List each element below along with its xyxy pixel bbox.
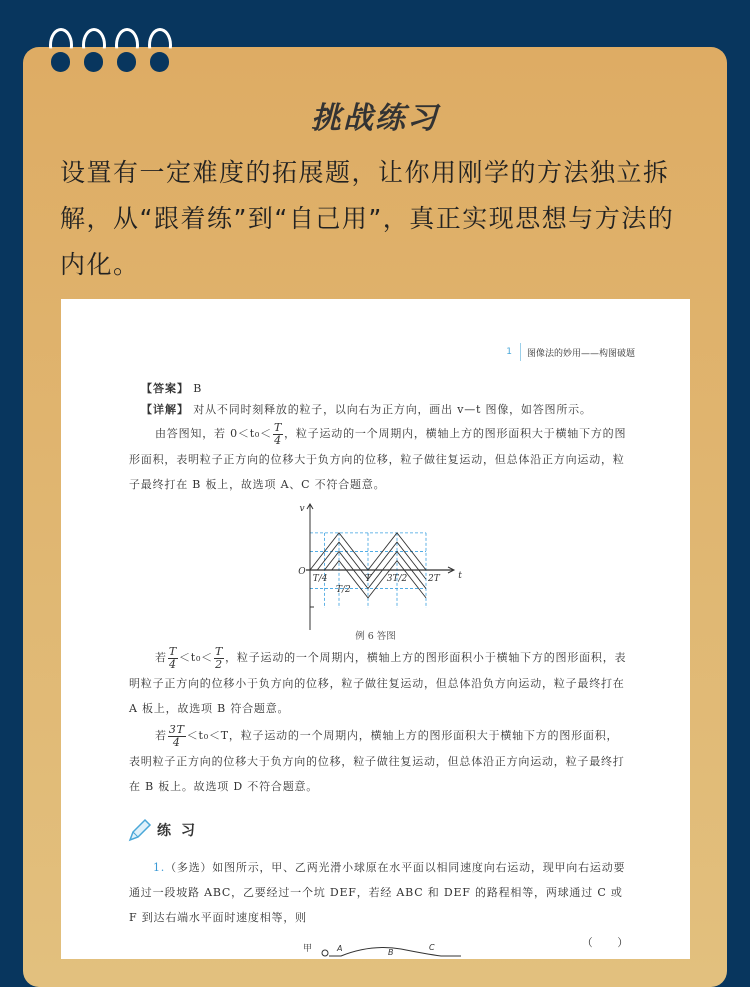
ring-icon [148, 28, 172, 70]
fraction: $\frac{T}{2}$ [214, 644, 224, 671]
document-page [61, 299, 690, 959]
point-label: B [388, 948, 394, 957]
point-label: A [337, 944, 343, 953]
intro-text: 设置有一定难度的拓展题，让你用刚学的方法独立拆解，从“跟着练”到“自己用”，真正实现思想与方法的内化。 [60, 158, 675, 279]
pencil-icon [127, 817, 153, 843]
fraction: $\frac{3T}{4}$ [168, 722, 185, 749]
section-title: 挑战练习 [311, 101, 439, 136]
detail-line [141, 397, 629, 422]
velocity-line [317, 542, 426, 579]
v-axis-label: v [299, 504, 305, 514]
exercise-heading-label: 练习 [157, 823, 205, 839]
running-head [506, 343, 635, 361]
origin-label: O [298, 567, 306, 577]
divider [520, 343, 521, 361]
page-number: 1 [506, 347, 512, 357]
vt-graph [281, 501, 481, 631]
exercise-heading [127, 817, 205, 843]
tick-label: T [364, 574, 372, 584]
tick-label: 3T/2 [386, 574, 408, 584]
fraction: $\frac{T}{4}$ [168, 644, 177, 671]
paragraph-2: 若 $\frac{T}{4}$ ＜t₀＜ $\frac{T}{2}$ ，粒子运动的一个周期内，横轴上方的图形面积小于横轴下方的图形面积，表明粒子正方向的位移小于负方向的位移，粒子做往复运动，但总体沿负方向运动，粒子最终打在 A 板上，故选项 B 符合题意。 [129, 644, 627, 715]
answer-value: B [193, 382, 203, 395]
slope-figure [301, 939, 461, 959]
answer-label: 【答案】 [141, 382, 189, 395]
detail-label: 【详解】 [141, 403, 189, 416]
paragraph-1: 由答图知，若 0＜t₀＜ $\frac{T}{4}$ ，粒子运动的一个周期内，横轴上方的图形面积大于横轴下方的图形面积，表明粒子正方向的位移大于负方向的位移，粒子做往复运动，但总体沿正方向运动，粒子最终打在 B 板上，故选项 A、C 不符合题意。 [129, 420, 627, 491]
ball-label: 甲 [303, 944, 313, 954]
t-axis-label: t [458, 571, 462, 581]
ring-icon [49, 28, 73, 70]
paragraph-3: 若 $\frac{3T}{4}$ ＜t₀＜T，粒子运动的一个周期内，横轴上方的图形面积大于横轴下方的图形面积，表明粒子正方向的位移大于负方向的位移，粒子做往复运动，但总体沿正方向运动，粒子最终打在 B 板上。故选项 D 不符合题意。 [129, 722, 625, 793]
tick-label: T/4 [312, 574, 328, 584]
answer-blank: （ ） [581, 936, 629, 949]
question-text: （多选）如图所示，甲、乙两光滑小球原在水平面以相同速度向右运动，现甲向右运动要通过一段坡路 ABC，乙要经过一个坑 DEF，若经 ABC 和 DEF 的路程相等，两球通过 C 或 F 到达右端水平面时速度相等，则 [129, 861, 626, 924]
running-head-title: 图像法的妙用——构图破题 [526, 348, 635, 359]
ball [322, 950, 328, 956]
point-label: C [429, 943, 435, 952]
ring-icon [115, 28, 139, 70]
tick-label: 2T [428, 574, 440, 584]
ring-icon [82, 28, 106, 70]
figure-caption: 例 6 答图 [355, 631, 396, 642]
question-number: 1. [153, 861, 166, 874]
tick-label: T/2 [336, 585, 351, 595]
fraction: $\frac{T}{4}$ [273, 420, 283, 447]
detail-text: 对从不同时刻释放的粒子，以向右为正方向，画出 v—t 图像，如答图所示。 [193, 403, 592, 416]
